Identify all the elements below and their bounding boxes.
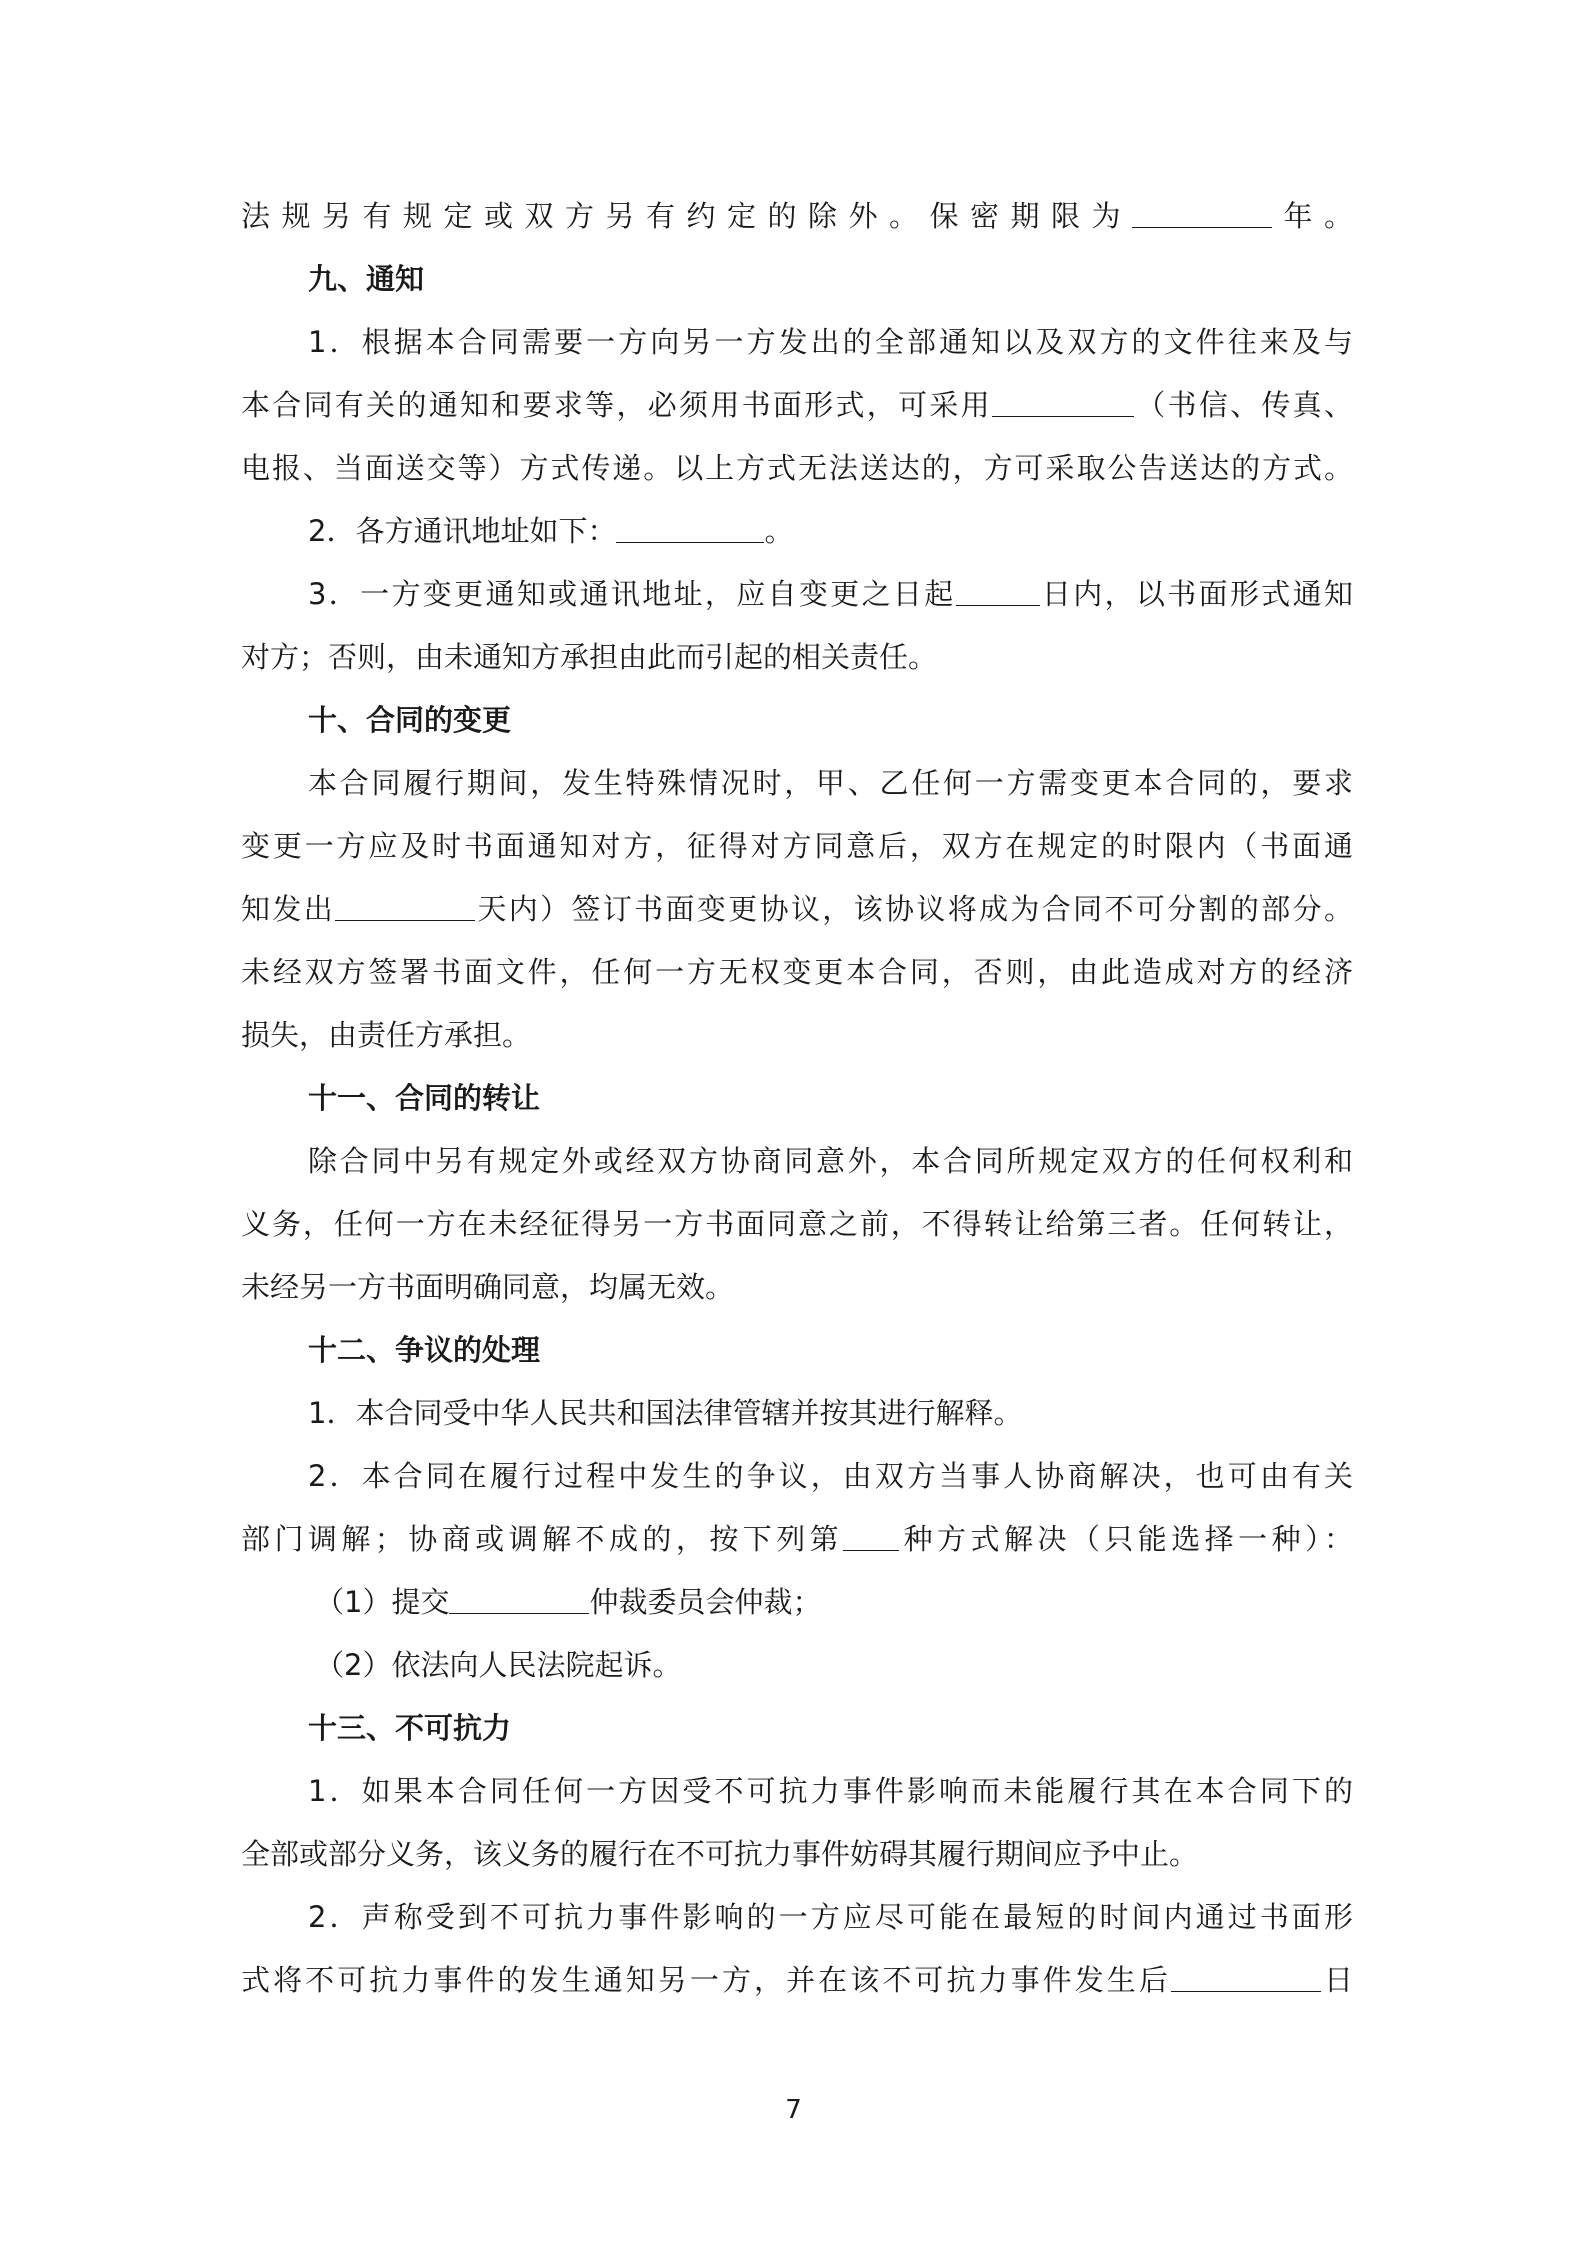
paragraph-line: 全部或部分义务，该义务的履行在不可抗力事件妨碍其履行期间应予中止。 [241,1837,1199,1871]
paragraph-line: 1．如果本合同任何一方因受不可抗力事件影响而未能履行其在本合同下的 [308,1774,1353,1808]
paragraph-line: 2．各方通讯地址如下： 。 [308,514,794,548]
fill-in-blank [1171,1965,1321,1992]
fill-in-blank [843,1524,899,1551]
paragraph-line: 未经另一方书面明确同意，均属无效。 [241,1270,735,1304]
section-heading: 十、合同的变更 [308,703,512,737]
paragraph-line: 部门调解；协商或调解不成的，按下列第 种方式解决（只能选择一种）： [241,1522,1353,1556]
paragraph-line: （2）依法向人民法院起诉。 [315,1648,682,1682]
paragraph-line: 未经双方签署书面文件，任何一方无权变更本合同，否则，由此造成对方的经济 [241,955,1353,989]
paragraph-line: 2．声称受到不可抗力事件影响的一方应尽可能在最短的时间内通过书面形 [308,1900,1353,1934]
paragraph-line: 本合同履行期间，发生特殊情况时，甲、乙任何一方需变更本合同的，要求 [308,766,1353,800]
paragraph-line: 义务，任何一方在未经征得另一方书面同意之前，不得转让给第三者。任何转让， [241,1207,1353,1241]
fill-in-blank [449,1587,589,1614]
section-heading: 十二、争议的处理 [308,1333,541,1367]
paragraph-line: 本合同有关的通知和要求等，必须用书面形式，可采用 （书信、传真、 [241,388,1353,422]
fill-in-blank [335,894,475,921]
paragraph-line: 1．根据本合同需要一方向另一方发出的全部通知以及双方的文件往来及与 [308,325,1353,359]
section-heading: 十三、不可抗力 [308,1711,512,1745]
section-heading: 九、通知 [308,262,425,296]
paragraph-line: 法规另有规定或双方另有约定的除外。保密期限为 年。 [241,199,1353,233]
paragraph-line: 除合同中另有规定外或经双方协商同意外，本合同所规定双方的任何权利和 [308,1144,1353,1178]
paragraph-line: 损失，由责任方承担。 [241,1018,532,1052]
section-heading: 十一、合同的转让 [308,1081,541,1115]
paragraph-line: 对方；否则，由未通知方承担由此而引起的相关责任。 [241,640,938,674]
fill-in-blank [956,579,1040,606]
paragraph-line: 变更一方应及时书面通知对方，征得对方同意后，双方在规定的时限内（书面通 [241,829,1353,863]
paragraph-line: 3．一方变更通知或通讯地址，应自变更之日起 日内，以书面形式通知 [308,577,1353,611]
fill-in-blank [992,390,1134,417]
page-number: 7 [785,2095,802,2125]
fill-in-blank [616,516,764,543]
paragraph-line: 1．本合同受中华人民共和国法律管辖并按其进行解释。 [308,1396,1023,1430]
fill-in-blank [1132,201,1272,228]
paragraph-line: 电报、当面送交等）方式传递。以上方式无法送达的，方可采取公告送达的方式。 [241,451,1353,485]
paragraph-line: 2．本合同在履行过程中发生的争议，由双方当事人协商解决，也可由有关 [308,1459,1353,1493]
paragraph-line: 式将不可抗力事件的发生通知另一方，并在该不可抗力事件发生后 日 [241,1963,1353,1997]
paragraph-line: （1）提交 仲裁委员会仲裁； [315,1585,822,1619]
paragraph-line: 知发出 天内）签订书面变更协议，该协议将成为合同不可分割的部分。 [241,892,1353,926]
